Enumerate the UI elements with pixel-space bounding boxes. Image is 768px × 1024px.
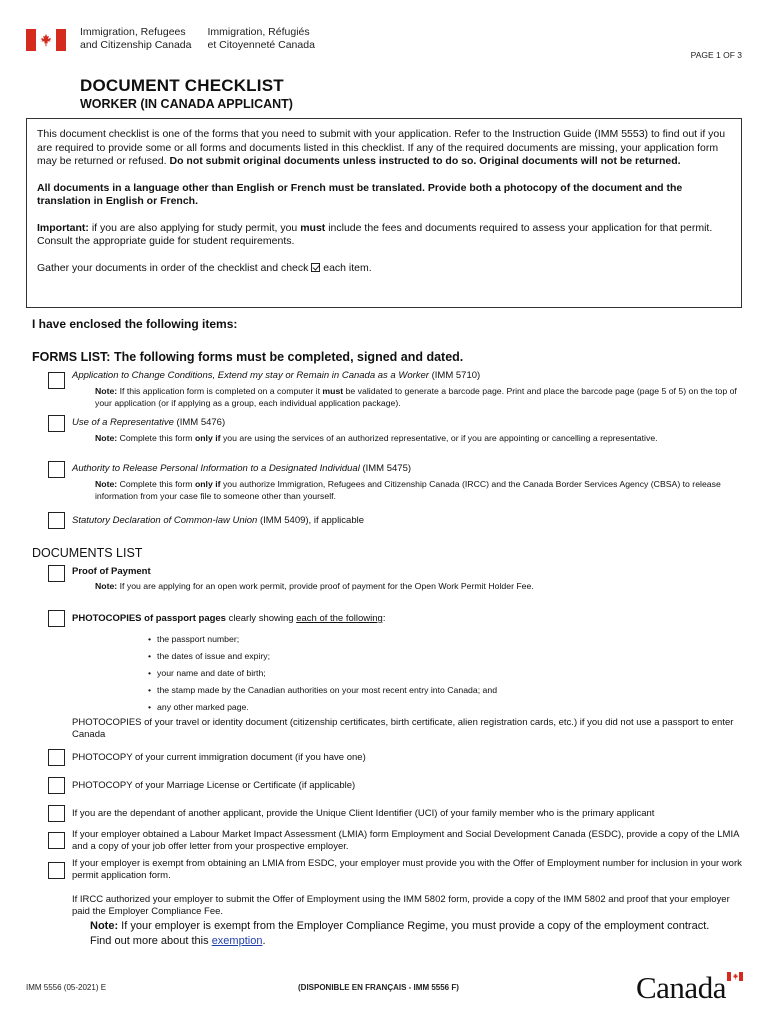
list-item: • the stamp made by the Canadian authorities on your most recent entry into Canada; and [148, 682, 497, 699]
list-item: • the dates of issue and expiry; [148, 648, 497, 665]
checkbox-imm5409[interactable] [48, 512, 65, 529]
enclosed-heading: I have enclosed the following items: [32, 317, 238, 331]
canada-wordmark: Canada [636, 970, 726, 1005]
checkbox-imm5710[interactable] [48, 372, 65, 389]
passport-requirements-list [148, 631, 497, 716]
checkbox-proof-of-payment[interactable] [48, 565, 65, 582]
form-code: IMM 5556 (05-2021) E [26, 983, 107, 992]
wordmark-flag-icon [727, 972, 743, 981]
form-note: Note: If this application form is completed on a computer it must be validated to generate a barcode page. Print and place the barcode page (page 5 of 5) on the top of your application (or if applying as a group, each individual application package). [95, 386, 737, 408]
forms-list-heading: FORMS LIST: The following forms must be completed, signed and dated. [32, 350, 464, 364]
gather-paragraph: Gather your documents in order of the checklist and check each item. [37, 261, 372, 274]
intro-paragraph: This document checklist is one of the forms that you need to submit with your application. Refer to the Instruction Guide (IMM 5553) to find out if you are required to provide some or all forms and documents listed in this checklist. If any of the required documents are missing, your application form may be returned or refused. Do not submit original documents unless instructed to do so. Original documents will not be returned. [37, 128, 726, 167]
checkbox-imm5475[interactable] [48, 461, 65, 478]
form-note: Note: Complete this form only if you authorize Immigration, Refugees and Citizenship Canada (IRCC) and the Canada Border Services Agency (CBSA) to release information from your case file to someone other than yourself. [95, 479, 721, 501]
checkbox-marriage-certificate[interactable] [48, 777, 65, 794]
page-subtitle: WORKER (IN CANADA APPLICANT) [80, 97, 293, 111]
page-number: PAGE 1 OF 3 [690, 50, 742, 60]
government-header [26, 26, 315, 56]
form-note: Note: Complete this form only if you are using the services of an authorized representative, or if you are appointing or cancelling a representative. [95, 433, 658, 443]
checkbox-immigration-document[interactable] [48, 749, 65, 766]
checked-box-icon [311, 263, 320, 272]
canada-flag-icon [26, 29, 66, 51]
exemption-link[interactable]: exemption [211, 935, 263, 947]
page-title: DOCUMENT CHECKLIST [80, 76, 284, 95]
checkbox-uci[interactable] [48, 805, 65, 822]
list-item: • any other marked page. [148, 699, 497, 716]
documents-list-heading: DOCUMENTS LIST [32, 546, 143, 560]
checkbox-lmia-exempt[interactable] [48, 862, 65, 879]
checkbox-imm5476[interactable] [48, 415, 65, 432]
list-item: • your name and date of birth; [148, 665, 497, 682]
proof-note: Note: If you are applying for an open work permit, provide proof of payment for the Open Work Permit Holder Fee. [95, 581, 534, 591]
agency-name-french: Immigration, Réfugiés et Citoyenneté Canada [207, 26, 315, 51]
employment-contract-note: Note: If your employer is exempt from the Employer Compliance Regime, you must provide a copy of the employment contract. Find out more about this exemption. [90, 920, 710, 947]
french-availability: (DISPONIBLE EN FRANÇAIS - IMM 5556 F) [298, 983, 459, 992]
list-item: • the passport number; [148, 631, 497, 648]
translation-paragraph: All documents in a language other than English or French must be translated. Provide both a photocopy of the document and the translation in English or French. [37, 181, 683, 207]
checkbox-passport-pages[interactable] [48, 610, 65, 627]
important-paragraph: Important: if you are also applying for study permit, you must include the fees and documents required to assess your application for that permit. Consult the appropriate guide for student requirements. [37, 221, 713, 247]
checkbox-lmia[interactable] [48, 832, 65, 849]
instructions-box [26, 118, 742, 308]
agency-name-english: Immigration, Refugees and Citizenship Canada [80, 26, 192, 51]
